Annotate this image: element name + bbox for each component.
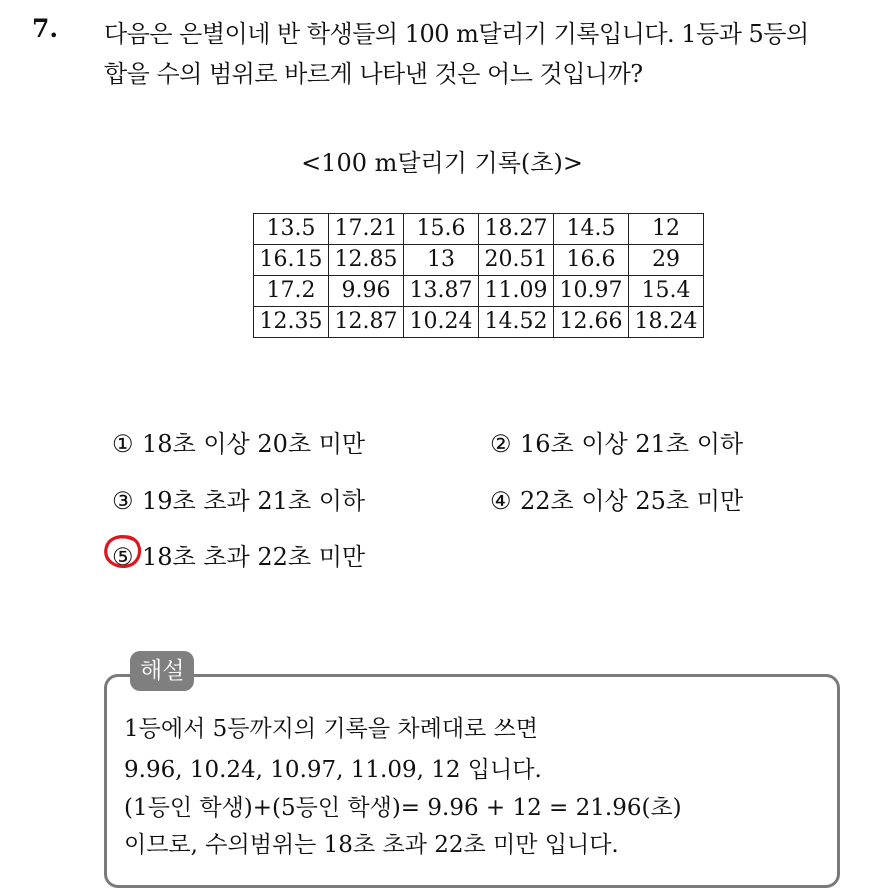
table-cell: 10.24 bbox=[404, 307, 479, 338]
option-4-mark: ④ bbox=[490, 487, 512, 515]
table-row bbox=[254, 307, 704, 338]
table-cell: 14.52 bbox=[479, 307, 554, 338]
option-5[interactable] bbox=[112, 537, 365, 572]
table-cell: 12.66 bbox=[554, 307, 629, 338]
table-cell: 13 bbox=[404, 245, 479, 276]
table-cell: 14.5 bbox=[554, 214, 629, 245]
table-cell: 15.4 bbox=[629, 276, 704, 307]
option-1[interactable] bbox=[112, 424, 365, 459]
table-cell: 15.6 bbox=[404, 214, 479, 245]
table-cell: 12.85 bbox=[329, 245, 404, 276]
option-4-text: 22초 이상 25초 미만 bbox=[520, 487, 744, 515]
option-3-mark: ③ bbox=[112, 487, 134, 515]
table-cell: 12.35 bbox=[254, 307, 329, 338]
option-5-text: 18초 초과 22초 미만 bbox=[142, 543, 366, 571]
table-cell: 13.87 bbox=[404, 276, 479, 307]
question-text-line-1: 다음은 은별이네 반 학생들의 100 m달리기 기록입니다. 1등과 5등의 bbox=[104, 20, 809, 48]
option-4[interactable] bbox=[490, 481, 743, 516]
option-3-text: 19초 초과 21초 이하 bbox=[142, 487, 366, 515]
explanation-line-2: 9.96, 10.24, 10.97, 11.09, 12 입니다. bbox=[124, 757, 542, 783]
question-text-line-2: 합을 수의 범위로 바르게 나타낸 것은 어느 것입니까? bbox=[104, 60, 643, 88]
table-row bbox=[254, 245, 704, 276]
table-row bbox=[254, 214, 704, 245]
table-cell: 16.6 bbox=[554, 245, 629, 276]
table-cell: 13.5 bbox=[254, 214, 329, 245]
option-2-text: 16초 이상 21초 이하 bbox=[520, 430, 744, 458]
explanation-line-3: (1등인 학생)+(5등인 학생)= 9.96 + 12 = 21.96(초) bbox=[124, 795, 682, 821]
table-cell: 20.51 bbox=[479, 245, 554, 276]
explanation-line-4: 이므로, 수의범위는 18초 초과 22초 미만 입니다. bbox=[124, 832, 619, 858]
table-cell: 16.15 bbox=[254, 245, 329, 276]
option-1-mark: ① bbox=[112, 430, 134, 458]
explanation-line-1: 1등에서 5등까지의 기록을 차례대로 쓰면 bbox=[124, 716, 538, 742]
answer-circle-icon bbox=[102, 533, 144, 571]
table-cell: 12 bbox=[629, 214, 704, 245]
option-2[interactable] bbox=[490, 424, 743, 459]
table-caption: <100 m달리기 기록(초)> bbox=[301, 149, 583, 177]
table-cell: 18.27 bbox=[479, 214, 554, 245]
option-2-mark: ② bbox=[490, 430, 512, 458]
option-1-text: 18초 이상 20초 미만 bbox=[142, 430, 366, 458]
table-row bbox=[254, 276, 704, 307]
option-5-mark: ⑤ bbox=[112, 543, 134, 571]
question-number: 7. bbox=[32, 14, 59, 43]
table-cell: 17.21 bbox=[329, 214, 404, 245]
option-3[interactable] bbox=[112, 481, 365, 516]
table-cell: 29 bbox=[629, 245, 704, 276]
table-cell: 10.97 bbox=[554, 276, 629, 307]
table-cell: 9.96 bbox=[329, 276, 404, 307]
table-cell: 17.2 bbox=[254, 276, 329, 307]
table-cell: 11.09 bbox=[479, 276, 554, 307]
explanation-tag: 해설 bbox=[130, 651, 194, 691]
table-cell: 18.24 bbox=[629, 307, 704, 338]
table-cell: 12.87 bbox=[329, 307, 404, 338]
records-table bbox=[253, 213, 704, 338]
